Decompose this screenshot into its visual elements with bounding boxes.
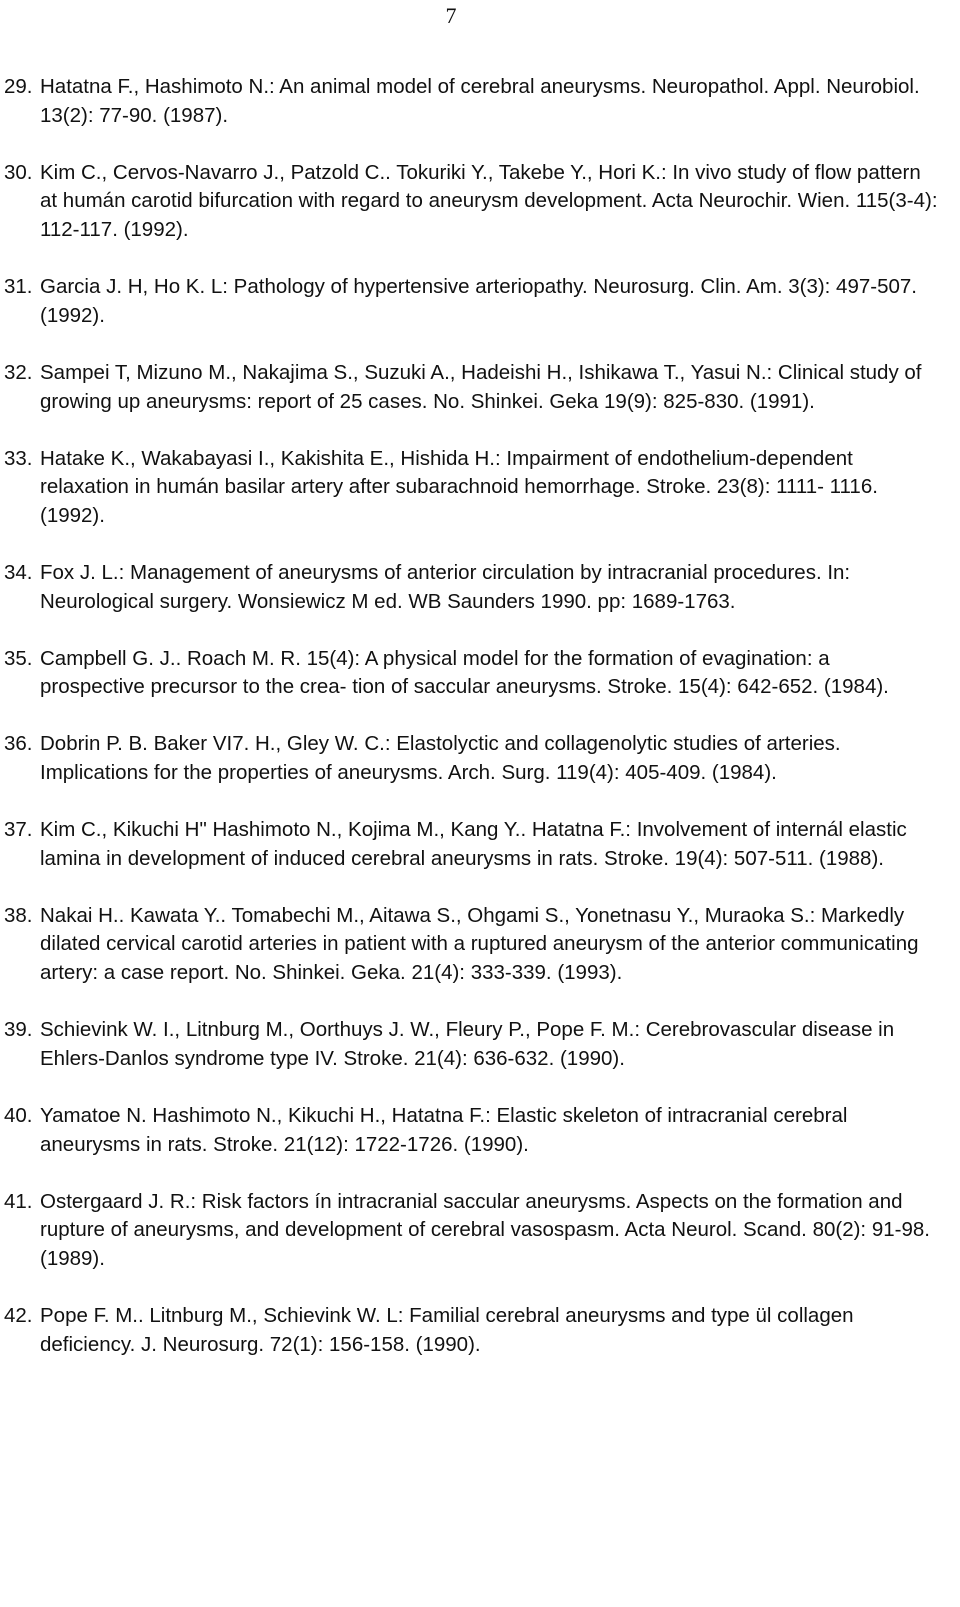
reference-item [0, 273, 940, 330]
reference-number: 41. [4, 1189, 33, 1213]
reference-text: Sampei T, Mizuno M., Nakajima S., Suzuki A., Hadeishi H., Ishikawa T., Yasui N.: Clinical study of growing up aneurysms: report of 25 cases. No. Shinkei. Geka 19(9): 825-830. (1991). [40, 360, 922, 413]
reference-text: Fox J. L.: Management of aneurysms of anterior circulation by intracranial procedures. In: Neurological surgery. Wonsiewicz M ed. WB Saunders 1990. pp: 1689-1763. [40, 560, 851, 613]
reference-number: 33. [4, 446, 33, 470]
reference-text: Ostergaard J. R.: Risk factors ín intracranial saccular aneurysms. Aspects on the formation and rupture of aneurysms, and development of cerebral vasospasm. Acta Neurol. Scand. 80(2): 91-98. (1989). [40, 1189, 930, 1270]
reference-number: 38. [4, 903, 33, 927]
reference-item [0, 645, 940, 702]
reference-item [0, 730, 940, 787]
reference-text: Hatatna F., Hashimoto N.: An animal model of cerebral aneurysms. Neuropathol. Appl. Neurobiol. 13(2): 77-90. (1987). [40, 75, 920, 127]
reference-item [0, 816, 940, 873]
reference-item [0, 559, 940, 616]
reference-number: 39. [4, 1018, 33, 1042]
reference-number: 32. [4, 360, 33, 384]
reference-text: Dobrin P. B. Baker VI7. H., Gley W. C.: Elastolyctic and collagenolytic studies of arteries. Implications for the properties of aneurysms. Arch. Surg. 119(4): 405-409. (1984). [40, 732, 841, 785]
reference-list [0, 73, 960, 1388]
reference-text: Yamatoe N. Hashimoto N., Kikuchi H., Hatatna F.: Elastic skeleton of intracranial cerebral aneurysms in rats. Stroke. 21(12): 1722-1726. (1990). [40, 1103, 848, 1156]
reference-text: Kim C., Kikuchi H" Hashimoto N., Kojima M., Kang Y.. Hatatna F.: Involvement of internál elastic lamina in development of induced cerebral aneurysms in rats. Stroke. 19(4): 507-511. (1988). [40, 818, 907, 870]
reference-number: 35. [4, 646, 33, 670]
reference-number: 36. [4, 732, 33, 756]
reference-item [0, 1016, 940, 1073]
reference-text: Garcia J. H, Ho K. L: Pathology of hypertensive arteriopathy. Neurosurg. Clin. Am. 3(3): 497-507. (1992). [40, 275, 917, 327]
reference-number: 40. [4, 1103, 33, 1127]
reference-text: Nakai H.. Kawata Y.. Tomabechi M., Aitawa S., Ohgami S., Yonetnasu Y., Muraoka S.: Markedly dilated cervical carotid arteries in patient with a ruptured aneurysm of the anterior communicating artery: a case report. No. Shinkei. Geka. 21(4): 333-339. (1993). [40, 903, 919, 985]
reference-number: 37. [4, 818, 33, 842]
reference-item [0, 73, 940, 130]
reference-item [0, 159, 940, 245]
reference-item [0, 1302, 940, 1359]
reference-item [0, 1102, 940, 1159]
reference-item [0, 1188, 940, 1274]
reference-number: 30. [4, 160, 33, 184]
reference-item [0, 902, 940, 988]
reference-text: Campbell G. J.. Roach M. R. 15(4): A physical model for the formation of evagination: a prospective precursor to the crea- tion of saccular aneurysms. Stroke. 15(4): 642-652. (1984). [40, 646, 889, 699]
reference-number: 34. [4, 560, 33, 584]
page-number: 7 [445, 3, 457, 28]
reference-item [0, 359, 940, 416]
reference-number: 31. [4, 275, 33, 299]
reference-number: 29. [4, 75, 33, 98]
reference-text: Kim C., Cervos-Navarro J., Patzold C.. Tokuriki Y., Takebe Y., Hori K.: In vivo study of flow pattern at humán carotid bifurcation with regard to aneurysm development. Acta Neurochir. Wien. 115(3-4): 112-117. (1992). [40, 160, 938, 242]
reference-text: Hatake K., Wakabayasi I., Kakishita E., Hishida H.: Impairment of endothelium-dependent relaxation in humán basilar artery after subarachnoid hemorrhage. Stroke. 23(8): 1111- 1116. (1992). [40, 446, 878, 527]
reference-text: Pope F. M.. Litnburg M., Schievink W. L: Familial cerebral aneurysms and type ül collagen deficiency. J. Neurosurg. 72(1): 156-158. (1990). [40, 1303, 854, 1356]
reference-text: Schievink W. I., Litnburg M., Oorthuys J. W., Fleury P., Pope F. M.: Cerebrovascular disease in Ehlers-Danlos syndrome type IV. Stroke. 21(4): 636-632. (1990). [40, 1018, 895, 1070]
reference-number: 42. [4, 1303, 33, 1327]
reference-item [0, 445, 940, 531]
